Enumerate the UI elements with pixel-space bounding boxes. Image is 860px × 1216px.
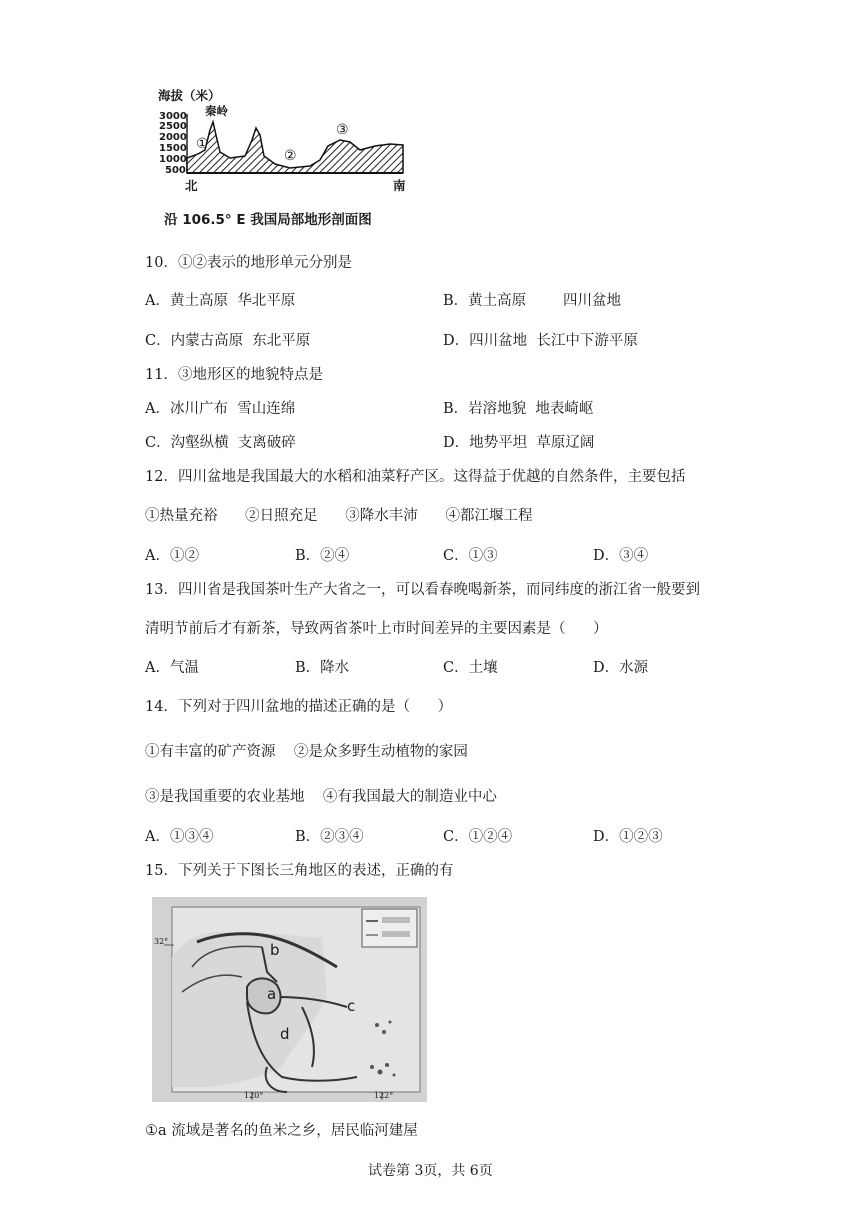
profile-caption: 沿 106.5° E 我国局部地形剖面图 [164, 212, 372, 228]
terrain-profile-figure [150, 80, 420, 198]
q12-items: ①热量充裕 ②日照充足 ③降水丰沛 ④都江堰工程 [145, 508, 533, 524]
y-axis-label: 海拔（米） [158, 88, 221, 103]
q15-stem: 15．下列关于下图长三角地区的表述，正确的有 [145, 863, 454, 879]
map-legend [362, 909, 417, 947]
q10-option-b[interactable]: B．黄土高原 四川盆地 [443, 293, 622, 309]
q14-stem: 14．下列对于四川盆地的描述正确的是（ ） [145, 699, 453, 715]
q11-stem: 11．③地形区的地貌特点是 [145, 367, 323, 383]
profile-marker-2: ② [284, 148, 297, 164]
map-label-latitude: 32° [154, 937, 169, 946]
map-label-longitude-120: 120° [244, 1091, 264, 1100]
q14-statement-line2: ③是我国重要的农业基地 ④有我国最大的制造业中心 [145, 789, 497, 805]
q12-option-d[interactable]: D．③④ [593, 548, 649, 564]
map-label-longitude-122: 122° [374, 1091, 394, 1100]
yangtze-delta-map [152, 897, 427, 1102]
q10-option-c[interactable]: C．内蒙古高原 东北平原 [145, 333, 311, 349]
q13-option-c[interactable]: C．土壤 [443, 660, 498, 676]
peak-label-qinling: 秦岭 [205, 104, 228, 118]
q13-option-b[interactable]: B．降水 [295, 660, 350, 676]
q14-statement-line1: ①有丰富的矿产资源 ②是众多野生动植物的家园 [145, 744, 468, 760]
y-tick-label: 3000 [159, 111, 187, 122]
q13-option-d[interactable]: D．水源 [593, 660, 649, 676]
q13-option-a[interactable]: A．气温 [145, 660, 199, 676]
q10-option-a[interactable]: A．黄土高原 华北平原 [145, 293, 296, 309]
y-tick-label: 2500 [159, 121, 187, 132]
q14-option-d[interactable]: D．①②③ [593, 829, 663, 845]
q11-option-b[interactable]: B．岩溶地貌 地表崎岖 [443, 401, 594, 417]
q13-stem-line2: 清明节前后才有新茶，导致两省茶叶上市时间差异的主要因素是（ ） [145, 621, 608, 637]
y-tick-label: 1500 [159, 143, 187, 154]
y-tick-label: 500 [165, 165, 186, 176]
q11-option-c[interactable]: C．沟壑纵横 支离破碎 [145, 435, 296, 451]
y-tick-label: 2000 [159, 132, 187, 143]
y-tick-label: 1000 [159, 154, 187, 165]
q12-stem: 12．四川盆地是我国最大的水稻和油菜籽产区。这得益于优越的自然条件，主要包括 [145, 469, 686, 485]
x-left-label-north: 北 [185, 178, 198, 193]
map-label-d: d [280, 1025, 290, 1043]
q15-statement-1: ①a 流域是著名的鱼米之乡，居民临河建屋 [145, 1123, 418, 1139]
q12-option-b[interactable]: B．②④ [295, 548, 350, 564]
profile-marker-1: ① [196, 136, 209, 152]
q10-stem: 10．①②表示的地形单元分别是 [145, 255, 352, 271]
q11-option-d[interactable]: D．地势平坦 草原辽阔 [443, 435, 595, 451]
q10-option-d[interactable]: D．四川盆地 长江中下游平原 [443, 333, 638, 349]
q13-stem-line1: 13．四川省是我国茶叶生产大省之一，可以看春晚喝新茶，而同纬度的浙江省一般要到 [145, 582, 700, 598]
map-label-b: b [270, 941, 280, 959]
q14-option-b[interactable]: B．②③④ [295, 829, 364, 845]
q11-option-a[interactable]: A．冰川广布 雪山连绵 [145, 401, 296, 417]
q14-option-a[interactable]: A．①③④ [145, 829, 214, 845]
q14-option-c[interactable]: C．①②④ [443, 829, 513, 845]
x-right-label-south: 南 [393, 178, 406, 193]
profile-marker-3: ③ [336, 122, 349, 138]
q12-option-a[interactable]: A．①② [145, 548, 199, 564]
page-footer: 试卷第 3页，共 6页 [368, 1163, 493, 1179]
map-label-a: a [267, 985, 277, 1003]
q12-option-c[interactable]: C．①③ [443, 548, 498, 564]
delta-map-drawing [152, 897, 427, 1102]
map-label-c: c [347, 997, 356, 1015]
